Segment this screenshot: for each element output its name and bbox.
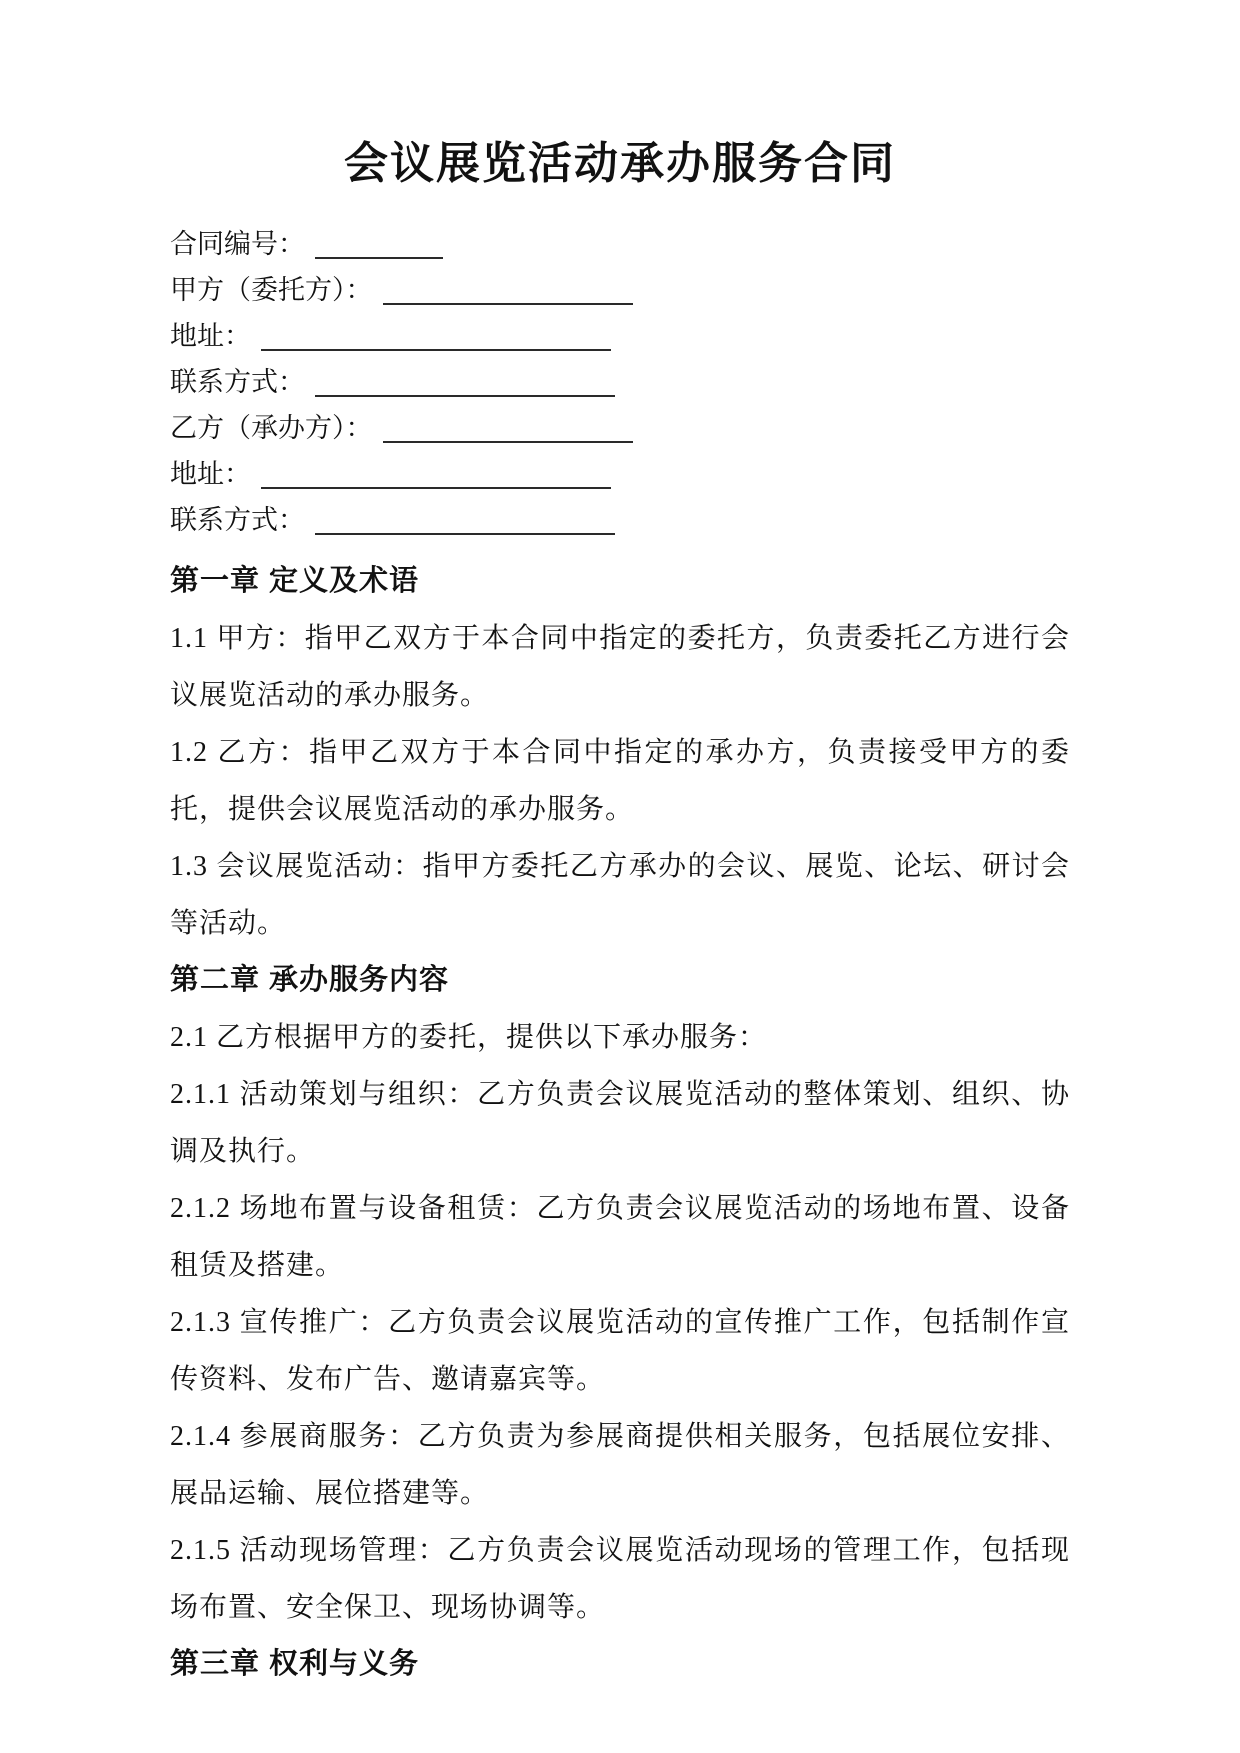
chapter-heading-3: 第三章 权利与义务 bbox=[170, 1647, 420, 1680]
blank-underline bbox=[315, 227, 443, 259]
field-party-a bbox=[170, 267, 1070, 313]
blank-underline bbox=[261, 457, 611, 489]
clause-2-1-3: 2.1.3 宣传推广：乙方负责会议展览活动的宣传推广工作，包括制作宣传资料、发布广告、邀请嘉宾等。 bbox=[170, 1306, 1070, 1395]
field-contact-b bbox=[170, 497, 1070, 543]
blank-underline bbox=[261, 319, 611, 351]
clause-2-1: 2.1 乙方根据甲方的委托，提供以下承办服务： bbox=[170, 1021, 768, 1053]
clause-2-1-5: 2.1.5 活动现场管理：乙方负责会议展览活动现场的管理工作，包括现场布置、安全保卫、现场协调等。 bbox=[170, 1534, 1070, 1623]
field-address-a bbox=[170, 313, 1070, 359]
blank-underline bbox=[383, 411, 633, 443]
field-label: 地址： bbox=[170, 458, 251, 489]
blank-underline bbox=[315, 365, 615, 397]
field-contact-a bbox=[170, 359, 1070, 405]
contract-body bbox=[170, 553, 1070, 1693]
blank-underline bbox=[383, 273, 633, 305]
field-label: 联系方式： bbox=[170, 366, 305, 397]
clause-2-1-1: 2.1.1 活动策划与组织：乙方负责会议展览活动的整体策划、组织、协调及执行。 bbox=[170, 1078, 1070, 1167]
field-label: 联系方式： bbox=[170, 504, 305, 535]
chapter-heading-1: 第一章 定义及术语 bbox=[170, 564, 420, 597]
field-address-b bbox=[170, 451, 1070, 497]
field-party-b bbox=[170, 405, 1070, 451]
field-label: 乙方（承办方）： bbox=[170, 412, 373, 443]
clause-1-1: 1.1 甲方：指甲乙双方于本合同中指定的委托方，负责委托乙方进行会议展览活动的承办服务。 bbox=[170, 622, 1070, 711]
document-title: 会议展览活动承办服务合同 bbox=[344, 139, 896, 188]
field-label: 地址： bbox=[170, 320, 251, 351]
field-contract-number bbox=[170, 221, 1070, 267]
field-label: 合同编号： bbox=[170, 228, 305, 259]
blank-underline bbox=[315, 503, 615, 535]
chapter-heading-2: 第二章 承办服务内容 bbox=[170, 963, 450, 996]
clause-1-2: 1.2 乙方：指甲乙双方于本合同中指定的承办方，负责接受甲方的委托，提供会议展览活动的承办服务。 bbox=[170, 736, 1070, 825]
clause-2-1-2: 2.1.2 场地布置与设备租赁：乙方负责会议展览活动的场地布置、设备租赁及搭建。 bbox=[170, 1192, 1070, 1281]
field-label: 甲方（委托方）： bbox=[170, 274, 373, 305]
clause-2-1-4: 2.1.4 参展商服务：乙方负责为参展商提供相关服务，包括展位安排、展品运输、展位搭建等。 bbox=[170, 1420, 1070, 1509]
header-fields bbox=[170, 221, 1070, 543]
clause-1-3: 1.3 会议展览活动：指甲方委托乙方承办的会议、展览、论坛、研讨会等活动。 bbox=[170, 850, 1070, 939]
